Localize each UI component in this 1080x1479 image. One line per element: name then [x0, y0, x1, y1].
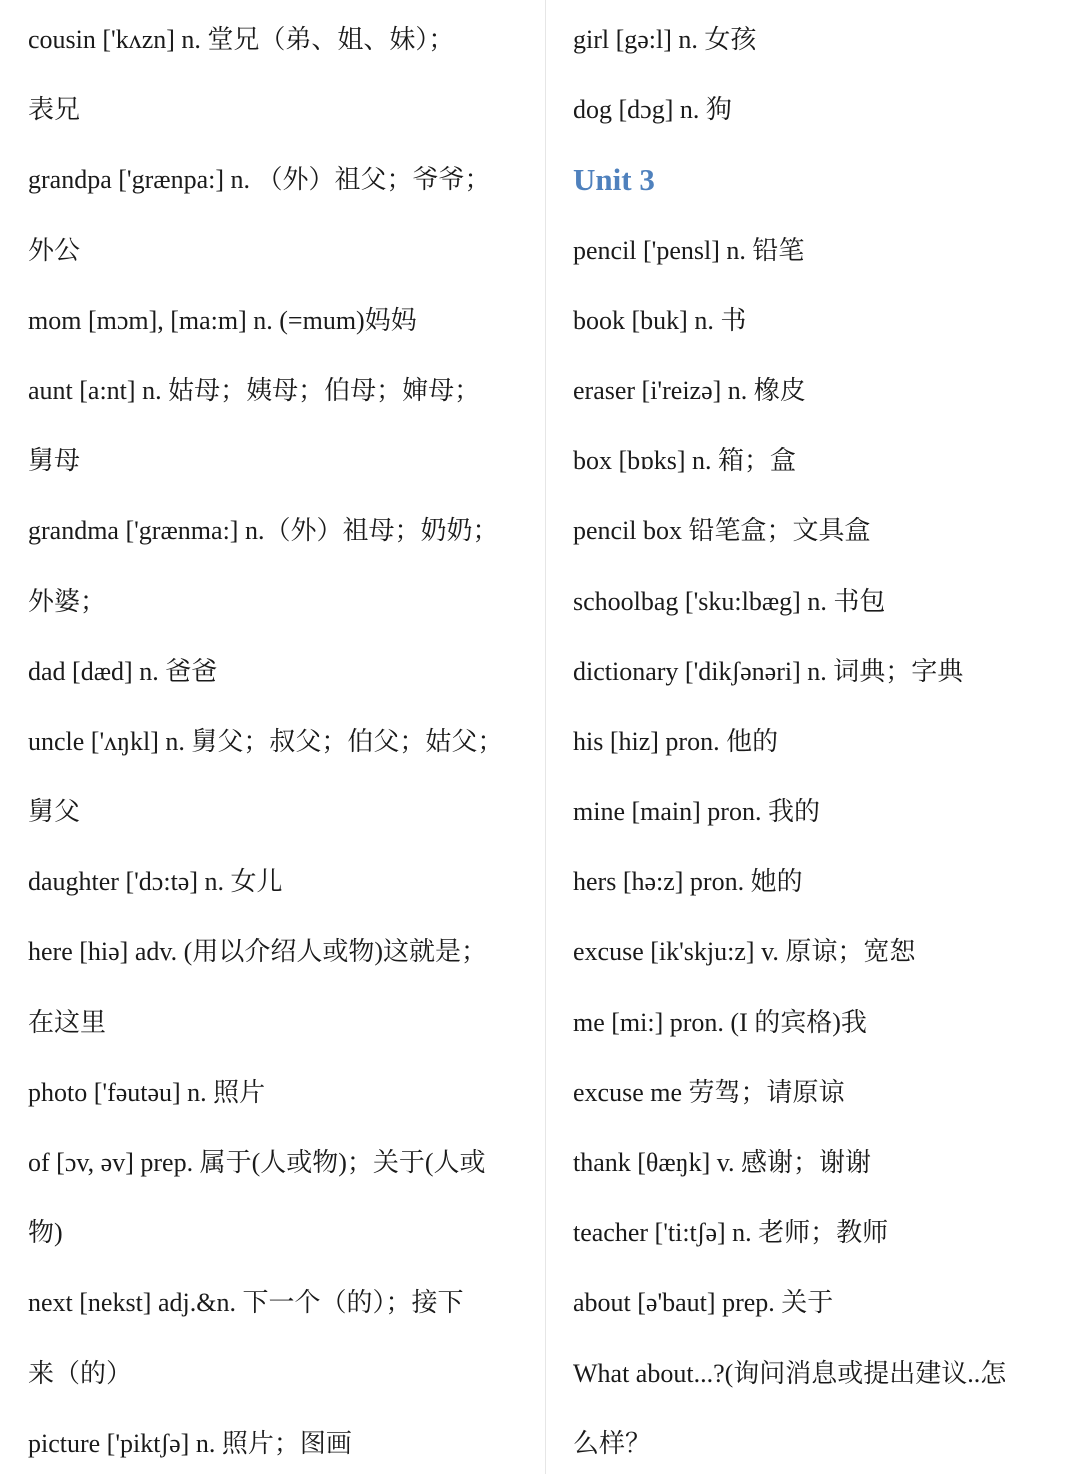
vocab-line: What about...?(询问消息或提出建议..怎 — [573, 1358, 1007, 1388]
vocab-line: schoolbag ['sku:lbæg] n. 书包 — [573, 586, 886, 616]
vocab-line: dad [dæd] n. 爸爸 — [28, 656, 218, 686]
vocab-line: 物) — [28, 1218, 63, 1248]
vocab-line: grandma ['grænma:] n.（外）祖母；奶奶； — [28, 516, 499, 546]
vocab-line: 舅母 — [28, 446, 81, 476]
vocab-line: teacher ['ti:tʃə] n. 老师；教师 — [573, 1218, 889, 1248]
vocab-line: girl [gə:l] n. 女孩 — [573, 25, 757, 54]
left-column — [28, 5, 528, 1479]
vocab-line: his [hiz] pron. 他的 — [573, 726, 779, 756]
vocab-line: mom [mɔm], [ma:m] n. (=mum)妈妈 — [28, 305, 417, 335]
vocab-line: grandpa ['grænpa:] n. （外）祖父；爷爷； — [28, 165, 491, 195]
vocab-line: 外婆； — [28, 586, 107, 616]
vocab-line: 来（的） — [28, 1358, 133, 1388]
vocab-line: next [nekst] adj.&n. 下一个（的）；接下 — [28, 1288, 464, 1318]
vocab-line: 外公 — [28, 235, 81, 265]
vocab-line: here [hiə] adv. (用以介绍人或物)这就是； — [28, 937, 487, 967]
vocab-line: of [ɔv, əv] prep. 属于(人或物)；关于(人或 — [28, 1148, 486, 1177]
unit-heading: Unit 3 — [573, 162, 655, 198]
vocab-line: picture ['piktʃə] n. 照片；图画 — [28, 1428, 352, 1458]
right-column — [573, 5, 1068, 1479]
vocab-line: 么样？ — [573, 1428, 652, 1458]
vocab-line: eraser [i'reizə] n. 橡皮 — [573, 375, 806, 405]
vocab-line: me [mi:] pron. (I 的宾格)我 — [573, 1007, 867, 1037]
vocab-line: dog [dɔg] n. 狗 — [573, 95, 732, 125]
vocab-line: aunt [a:nt] n. 姑母；姨母；伯母；婶母； — [28, 375, 481, 405]
vocab-line: thank [θæŋk] v. 感谢；谢谢 — [573, 1148, 872, 1177]
vocab-line: box [bɒks] n. 箱；盒 — [573, 446, 797, 476]
vocab-line: 表兄 — [28, 95, 81, 125]
vocab-line: pencil box 铅笔盒；文具盒 — [573, 516, 871, 546]
vocab-line: 在这里 — [28, 1007, 107, 1037]
column-divider — [545, 0, 546, 1474]
vocab-line: mine [main] pron. 我的 — [573, 797, 820, 827]
vocab-line: photo ['fəutəu] n. 照片 — [28, 1077, 266, 1107]
vocab-line: excuse me 劳驾；请原谅 — [573, 1077, 845, 1107]
vocab-line: cousin ['kʌzn] n. 堂兄（弟、姐、妹）； — [28, 25, 455, 54]
vocab-line: excuse [ik'skju:z] v. 原谅；宽恕 — [573, 937, 916, 967]
vocab-line: pencil ['pensl] n. 铅笔 — [573, 235, 805, 265]
vocab-line: uncle ['ʌŋkl] n. 舅父；叔父；伯父；姑父； — [28, 726, 504, 756]
vocab-line: dictionary ['dikʃənəri] n. 词典；字典 — [573, 656, 964, 686]
vocab-line: about [ə'baut] prep. 关于 — [573, 1288, 834, 1318]
vocab-line: hers [hə:z] pron. 她的 — [573, 867, 803, 897]
vocab-line: book [buk] n. 书 — [573, 305, 747, 335]
vocab-line: daughter ['dɔ:tə] n. 女儿 — [28, 867, 283, 897]
vocab-line: 舅父 — [28, 797, 81, 827]
